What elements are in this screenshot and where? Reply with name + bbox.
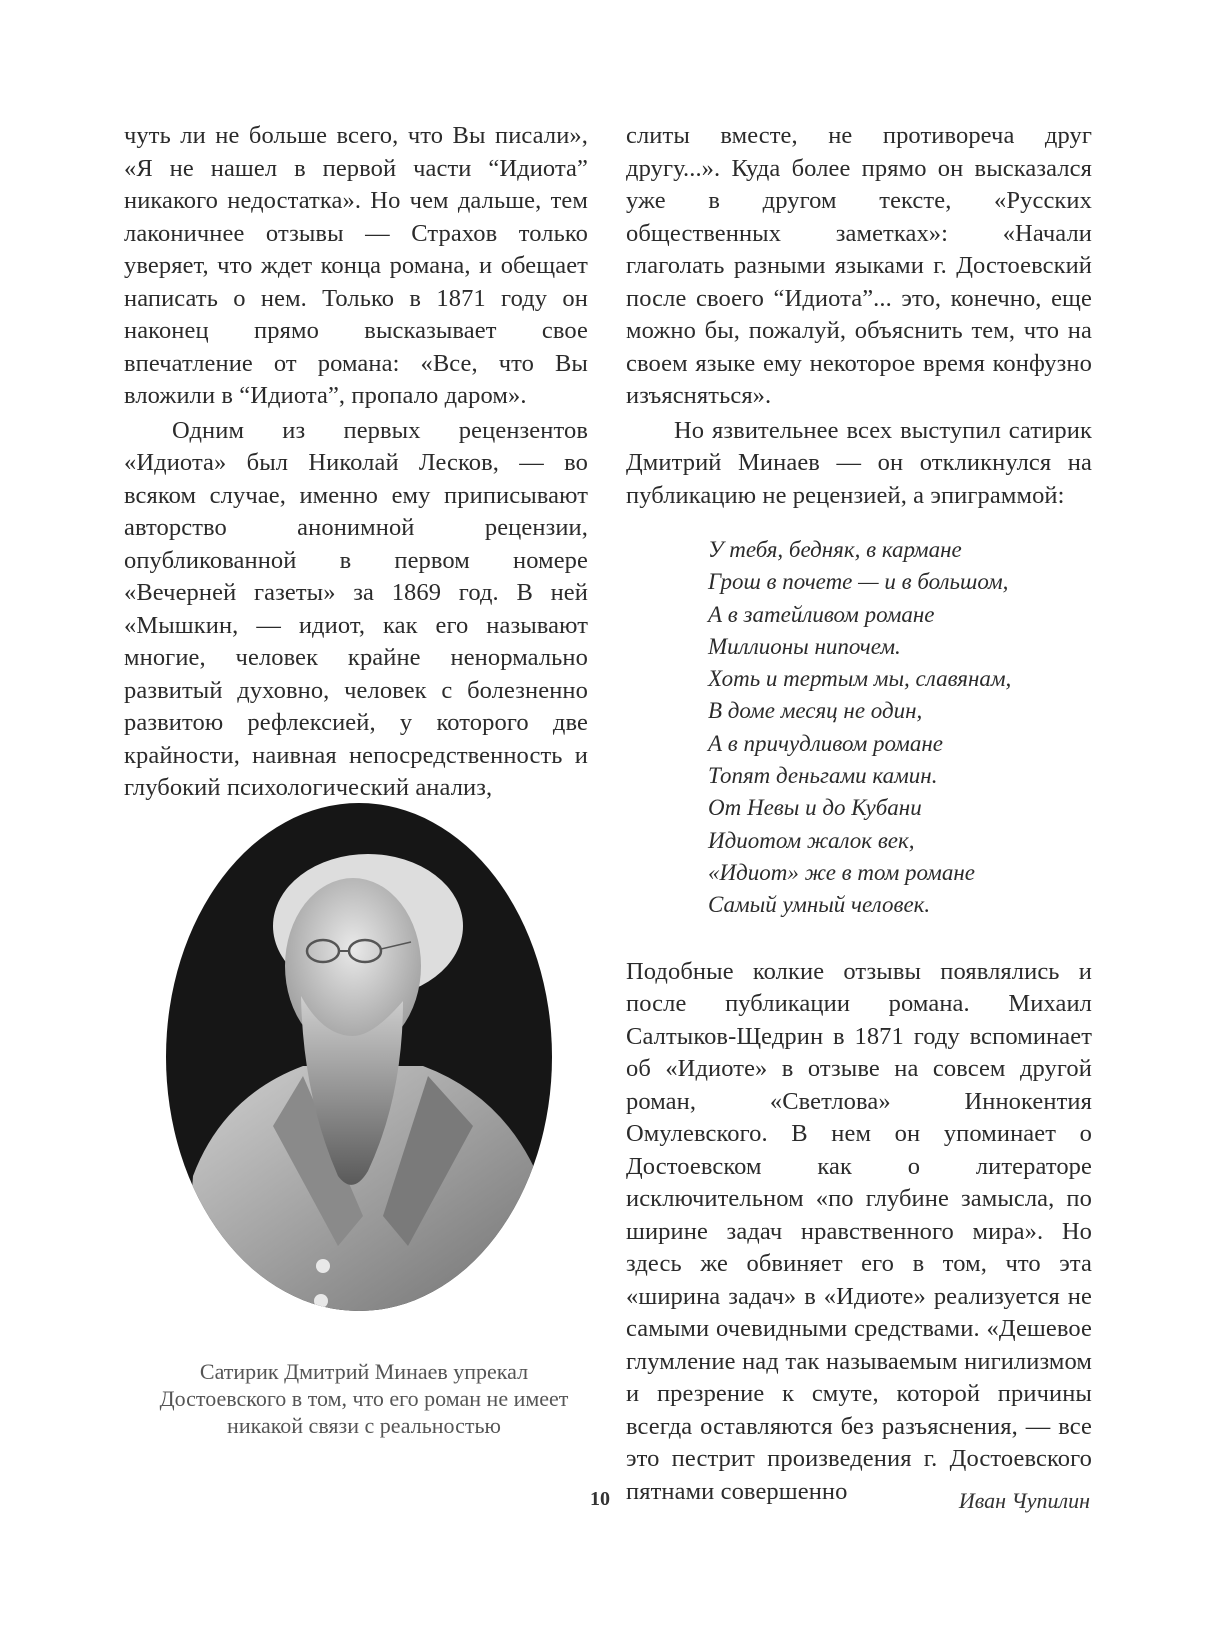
poem-line: Топят деньгами камин.: [708, 763, 938, 789]
paragraph: Одним из первых рецензентов «Идиота» был Николай Лесков, — во всяком случае, именно ему приписывают авторство анонимной рецензии, опубликованной в первом номере «Вечерней газеты» за 1869 год. В ней «Мышкин, — идиот, как его называют многие, человек крайне ненормально развитый духовно, человек с болезненно развитою рефлексией, у которого две крайности, наивная непосредственность и глубокий психологический анализ,: [124, 416, 588, 801]
page-number: 10: [590, 1488, 610, 1510]
poem-line: Грош в почете — и в большом,: [708, 569, 1009, 595]
poem-line: А в причудливом романе: [708, 730, 943, 756]
poem-line: «Идиот» же в том романе: [708, 859, 975, 885]
epigram-poem: [708, 534, 1092, 922]
poem-line: Идиотом жалок век,: [708, 827, 915, 853]
paragraph: Но язвительнее всех выступил сатирик Дмитрий Минаев — он откликнулся на публикацию не рецензией, а эпиграммой:: [626, 416, 1092, 509]
poem-line: Миллионы нипочем.: [708, 633, 901, 659]
poem-line: А в затейливом романе: [708, 601, 935, 627]
poem-line: В доме месяц не один,: [708, 698, 923, 724]
poem-line: Самый умный человек.: [708, 892, 931, 918]
paragraph: слиты вместе, не противореча друг другу...». Куда более прямо он высказался уже в другом тексте, «Русских общественных заметках»: «Начали глаголать разными языками г. Достоевский после своего “Идиота”... это, конечно, еще можно бы, пожалуй, объяснить тем, что на своем языке ему некоторое время конфузно изъясняться».: [626, 122, 1092, 409]
figure-caption: Сатирик Дмитрий Минаев упрекал Достоевского в том, что его роман не имеет никакой связи с реальностью: [159, 1359, 569, 1438]
poem-line: От Невы и до Кубани: [708, 795, 922, 821]
portrait-photo: [153, 796, 565, 1318]
poem-line: Хоть и тертым мы, славянам,: [708, 666, 1012, 692]
right-column: [626, 120, 1092, 1508]
paragraph: чуть ли не больше всего, что Вы писали», «Я не нашел в первой части “Идиота” никакого недостатка». Но чем дальше, тем лаконичнее отзывы — Страхов только уверяет, что ждет конца романа, и обещает написать о нем. Только в 1871 году он наконец прямо высказывает свое впечатление от романа: «Все, что Вы вложили в “Идиота”, пропало даром».: [124, 122, 588, 409]
running-head-author: Иван Чупилин: [958, 1488, 1090, 1513]
left-column: [124, 120, 588, 805]
portrait-image: [153, 796, 565, 1318]
paragraph: Подобные колкие отзывы появлялись и после публикации романа. Михаил Салтыков-Щедрин в 1871 году вспоминает об «Идиоте» в отзыве на совсем другой роман, «Светлова» Иннокентия Омулевского. В нем он упоминает о Достоевском как о литераторе исключительном «по глубине замысла, по ширине задач нравственного мира». Но здесь же обвиняет его в том, что эта «ширина задач» в «Идиоте» реализуется не самыми очевидными средствами. «Дешевое глумление над так называемым нигилизмом и презрение к смуте, которой причины всегда оставляются без разъяснения, — все это пестрит произведения г. Достоевского пятнами совершенно: [626, 957, 1092, 1505]
poem-line: У тебя, бедняк, в кармане: [708, 537, 962, 562]
